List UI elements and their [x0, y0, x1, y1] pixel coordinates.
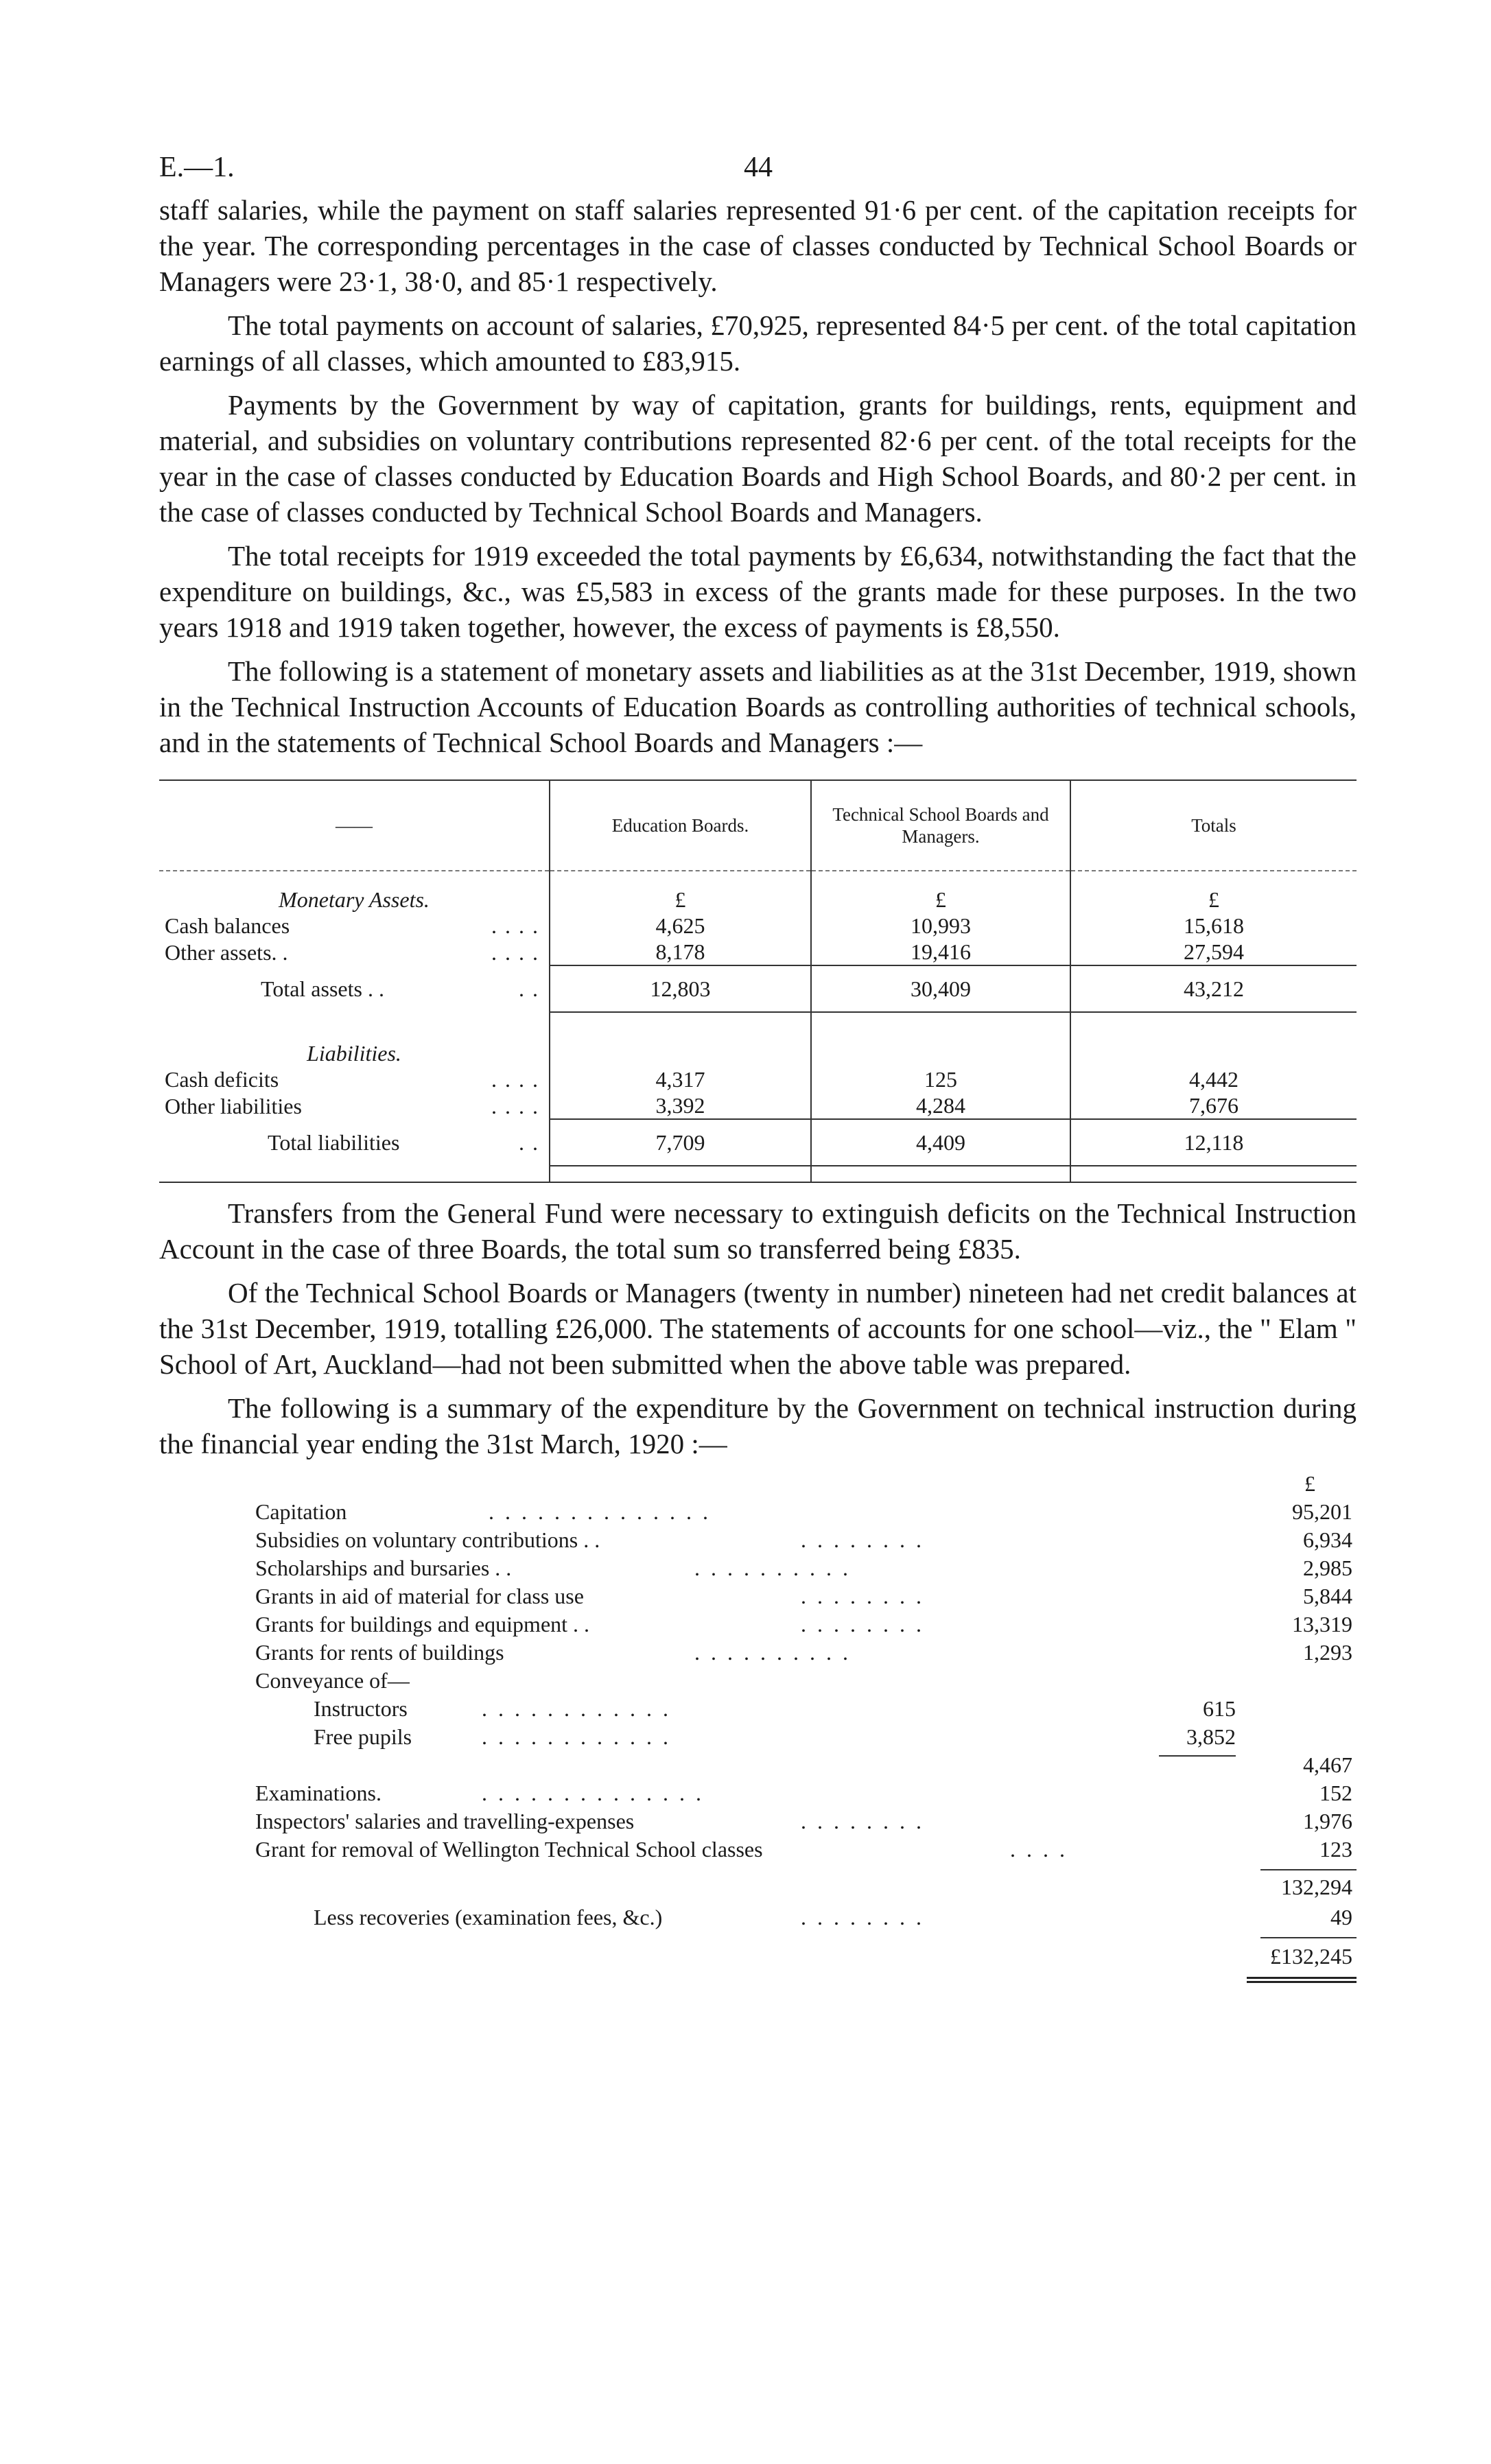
leader-dots: . . . . . . . .	[801, 1905, 924, 1929]
subtotal-row	[159, 1864, 1357, 1903]
expenditure-label: Grants in aid of material for class use	[255, 1584, 584, 1608]
total-assets-row	[159, 965, 1357, 1012]
page-header	[159, 130, 1357, 192]
currency-symbol: £	[811, 887, 1070, 913]
recoveries-label: Less recoveries (examination fees, &c.)	[314, 1905, 663, 1929]
expenditure-label: Scholarships and bursaries . .	[255, 1556, 512, 1580]
list-item	[159, 1667, 1357, 1695]
list-item	[159, 1554, 1357, 1582]
paragraph-total-salaries: The total payments on account of salaries, £70,925, represented 84·5 per cent. of the total capitation earnings of all classes, which amounted to £83,915.	[159, 309, 1357, 377]
leader-dots: . . . . . . . .	[801, 1584, 924, 1608]
monetary-assets-heading: Monetary Assets.	[279, 887, 430, 912]
double-rule-row	[159, 1974, 1357, 1988]
leader-dots: . . . .	[491, 1067, 539, 1092]
cell-value: 19,416	[811, 939, 1070, 965]
list-item	[159, 1779, 1357, 1807]
cell-value: 12,803	[550, 965, 811, 1012]
header-totals: Totals	[1070, 780, 1357, 871]
list-item	[159, 1498, 1357, 1526]
currency-row	[159, 1470, 1357, 1498]
list-item	[159, 1835, 1357, 1864]
leader-dots: . . . . . . . .	[801, 1612, 924, 1636]
leader-dots: . .	[519, 1130, 539, 1155]
expenditure-label: Grants for buildings and equipment . .	[255, 1612, 590, 1636]
list-item	[159, 1723, 1357, 1751]
row-label: Total liabilities	[268, 1130, 400, 1155]
list-item	[159, 1695, 1357, 1723]
document-page	[159, 130, 1357, 1988]
header-blank: ——	[159, 780, 550, 871]
table-row	[159, 1066, 1357, 1092]
table-row	[159, 939, 1357, 965]
conveyance-heading: Conveyance of—	[255, 1668, 410, 1693]
currency-symbol: £	[1304, 1471, 1315, 1496]
paragraph-credit-balances: Of the Technical School Boards or Managers (twenty in number) nineteen had net credit balances at the 31st December, 1919, totalling £26,000. The statements of accounts for one school—viz., the " Elam " School of Art, Auckland—had not been submitted when the above table was prepared.	[159, 1277, 1357, 1380]
leader-dots: . . . . . . . .	[801, 1809, 924, 1833]
cell-value: 15,618	[1070, 913, 1357, 939]
total-rule	[1260, 1937, 1357, 1938]
list-item	[159, 1526, 1357, 1554]
grand-total: £132,245	[1270, 1944, 1352, 1969]
expenditure-amount: 152	[1319, 1781, 1352, 1805]
row-label: Cash balances	[165, 913, 290, 938]
list-item	[159, 1639, 1357, 1667]
cell-value: 4,317	[550, 1066, 811, 1092]
list-item	[159, 1610, 1357, 1639]
expenditure-amount: 13,319	[1292, 1612, 1352, 1636]
table-row	[159, 1092, 1357, 1119]
paragraph-staff-salaries: staff salaries, while the payment on staff salaries represented 91·6 per cent. of the capitation receipts for the year. The corresponding percentages in the case of classes conducted by Technical School Boards or Managers were 23·1, 38·0, and 85·1 respectively.	[159, 194, 1357, 297]
paragraph-total-receipts: The total receipts for 1919 exceeded the total payments by £6,634, notwithstanding the fact that the expenditure on buildings, &c., was £5,583 in excess of the grants made for these purposes. In the two years 1918 and 1919 taken together, however, the excess of payments is £8,550.	[159, 540, 1357, 643]
leader-dots: . . . .	[491, 913, 539, 938]
expenditure-amount: 2,985	[1303, 1556, 1352, 1580]
paragraph-transfers: Transfers from the General Fund were necessary to extinguish deficits on the Technical Instruction Account in the case of three Boards, the total sum so transferred being £835.	[159, 1197, 1357, 1265]
cell-value: 12,118	[1070, 1119, 1357, 1166]
leader-dots: . .	[519, 976, 539, 1001]
header-technical-school-boards: Technical School Boards and Managers.	[811, 780, 1070, 871]
subtotal-rule	[1260, 1869, 1357, 1870]
leader-dots: . . . . . . . .	[801, 1527, 924, 1552]
expenditure-sub-amount: 615	[1203, 1696, 1236, 1721]
cell-value: 7,709	[550, 1119, 811, 1166]
cell-value: 3,392	[550, 1092, 811, 1119]
double-rule-bottom	[1247, 1981, 1357, 1983]
paragraph-expenditure-intro: The following is a summary of the expenditure by the Government on technical instruction during the financial year ending the 31st March, 1920 :—	[159, 1392, 1357, 1459]
cell-value: 27,594	[1070, 939, 1357, 965]
row-label: Total assets . .	[261, 976, 384, 1001]
leader-dots: . . . . . . . . . . . .	[482, 1724, 671, 1749]
leader-dots: . . . .	[1010, 1837, 1068, 1862]
monetary-assets-heading-row	[159, 887, 1357, 913]
double-rule-top	[1247, 1977, 1357, 1979]
cell-value: 43,212	[1070, 965, 1357, 1012]
recoveries-amount: 49	[1330, 1905, 1352, 1929]
row-label: Other assets. .	[165, 939, 288, 965]
report-code: E.—1.	[159, 152, 235, 183]
leader-dots: . . . . . . . . . . . . . .	[489, 1499, 711, 1524]
leader-dots: . . . . . . . . . . . .	[482, 1696, 671, 1721]
leader-dots: . . . . . . . . . . . . . .	[482, 1781, 704, 1805]
expenditure-subtotal: 132,294	[1281, 1875, 1352, 1899]
list-item	[159, 1582, 1357, 1610]
currency-symbol: £	[550, 887, 811, 913]
grand-total-row	[159, 1932, 1357, 1974]
row-label: Cash deficits	[165, 1067, 279, 1092]
leader-dots: . . . .	[491, 939, 539, 965]
paragraph-government-payments: Payments by the Government by way of capitation, grants for buildings, rents, equipment and material, and subsidies on voluntary contributions represented 82·6 per cent. of the total receipts for the year in the case of classes conducted by Education Boards and High School Boards, and 80·2 per cent. in the case of classes conducted by Technical School Boards and Managers.	[159, 389, 1357, 528]
expenditure-sub-amount: 3,852	[1186, 1724, 1236, 1749]
table-header-row	[159, 780, 1357, 871]
expenditure-amount: 5,844	[1303, 1584, 1352, 1608]
list-item	[159, 1751, 1357, 1779]
paragraph-statement-intro: The following is a statement of monetary assets and liabilities as at the 31st December, 1919, shown in the Technical Instruction Accounts of Education Boards as controlling authorities of technical schools, and in the statements of Technical School Boards and Managers :—	[159, 655, 1357, 758]
cell-value: 4,625	[550, 913, 811, 939]
expenditure-amount: 1,976	[1303, 1809, 1352, 1833]
expenditure-label: Grants for rents of buildings	[255, 1640, 504, 1665]
table-row	[159, 913, 1357, 939]
currency-symbol: £	[1070, 887, 1357, 913]
expenditure-amount: 1,293	[1303, 1640, 1352, 1665]
list-item	[159, 1903, 1357, 1932]
leader-dots: . . . .	[491, 1093, 539, 1118]
expenditure-summary	[159, 1470, 1357, 1988]
expenditure-label: Inspectors' salaries and travelling-expenses	[255, 1809, 635, 1833]
expenditure-label: Capitation	[255, 1499, 347, 1524]
liabilities-heading-row	[159, 1040, 1357, 1066]
cell-value: 8,178	[550, 939, 811, 965]
leader-dots: . . . . . . . . . .	[694, 1556, 851, 1580]
expenditure-label: Instructors	[314, 1696, 408, 1721]
expenditure-amount: 123	[1319, 1837, 1352, 1862]
expenditure-label: Free pupils	[314, 1724, 412, 1749]
sub-total-rule	[1159, 1755, 1236, 1757]
cell-value: 4,409	[811, 1119, 1070, 1166]
page-number: 44	[744, 152, 773, 183]
expenditure-label: Examinations.	[255, 1781, 381, 1805]
total-liabilities-row	[159, 1119, 1357, 1166]
expenditure-label: Grant for removal of Wellington Technical School classes	[255, 1837, 763, 1862]
expenditure-amount: 4,467	[1303, 1752, 1352, 1777]
row-label: Other liabilities	[165, 1093, 302, 1118]
cell-value: 4,284	[811, 1092, 1070, 1119]
leader-dots: . . . . . . . . . .	[694, 1640, 851, 1665]
expenditure-amount: 6,934	[1303, 1527, 1352, 1552]
header-education-boards: Education Boards.	[550, 780, 811, 871]
cell-value: 125	[811, 1066, 1070, 1092]
expenditure-amount: 95,201	[1292, 1499, 1352, 1524]
list-item	[159, 1807, 1357, 1835]
cell-value: 7,676	[1070, 1092, 1357, 1119]
cell-value: 4,442	[1070, 1066, 1357, 1092]
cell-value: 10,993	[811, 913, 1070, 939]
assets-liabilities-table	[159, 779, 1357, 1183]
liabilities-heading: Liabilities.	[307, 1041, 401, 1066]
cell-value: 30,409	[811, 965, 1070, 1012]
expenditure-label: Subsidies on voluntary contributions . .	[255, 1527, 600, 1552]
